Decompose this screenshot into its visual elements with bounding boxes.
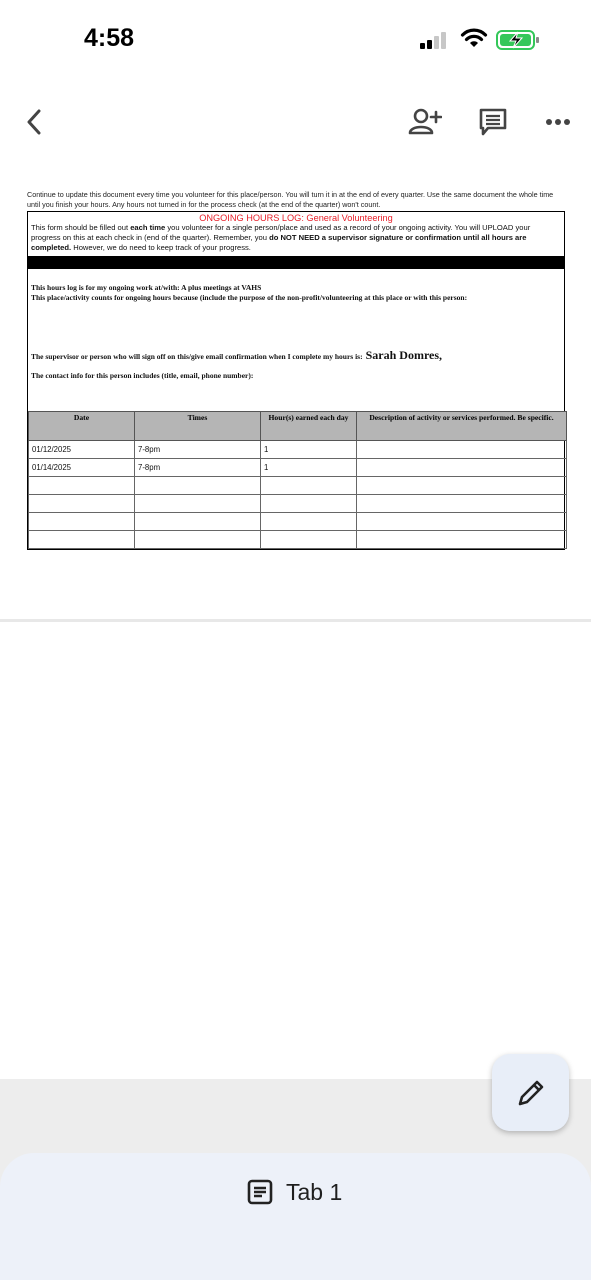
cell-hours[interactable]: 1 (261, 459, 357, 477)
contact-line: The contact info for this person includes (title, email, phone number): (31, 371, 254, 380)
log-info (28, 269, 564, 302)
document-title: ONGOING HOURS LOG: General Volunteering (199, 213, 393, 223)
table-row (29, 513, 567, 531)
cell-hours[interactable] (261, 531, 357, 549)
table-row (29, 477, 567, 495)
top-toolbar (0, 90, 591, 154)
cell-hours[interactable] (261, 477, 357, 495)
cell-description[interactable] (357, 441, 567, 459)
table-row (29, 459, 567, 477)
black-divider (28, 256, 564, 269)
status-bar (0, 0, 591, 80)
comment-icon (478, 107, 508, 137)
instructions-part: you volunteer for a single person/place and used as a record of your ongoing activity. You will UPLOAD your progress on this at each check in (end of the quarter). Remember, you (31, 223, 531, 242)
cell-times[interactable] (135, 513, 261, 531)
cell-date[interactable]: 01/12/2025 (29, 441, 135, 459)
instructions-part: However, we do need to keep track of your progress. (71, 243, 251, 252)
pencil-edit-icon (514, 1076, 548, 1110)
instructions-emphasis: do NOT NEED a supervisor signature or confirmation until all hours are completed. (31, 233, 527, 252)
cell-hours[interactable]: 1 (261, 441, 357, 459)
cellular-signal-icon (420, 31, 452, 49)
cell-description[interactable] (357, 495, 567, 513)
header-hours: Hour(s) earned each day (261, 412, 357, 441)
form-box (27, 211, 565, 550)
more-options-button[interactable] (538, 104, 578, 140)
comments-button[interactable] (472, 102, 514, 142)
cell-date[interactable] (29, 495, 135, 513)
cell-date[interactable] (29, 513, 135, 531)
document-tab-icon (246, 1178, 274, 1206)
header-times: Times (135, 412, 261, 441)
back-chevron-icon (24, 109, 44, 135)
cell-hours[interactable] (261, 513, 357, 531)
table-row (29, 441, 567, 459)
instructions-emphasis: each time (130, 223, 166, 232)
cell-description[interactable] (357, 513, 567, 531)
more-horizontal-icon (545, 118, 571, 126)
cell-hours[interactable] (261, 495, 357, 513)
cell-date[interactable] (29, 477, 135, 495)
cell-times[interactable] (135, 477, 261, 495)
add-person-icon (408, 108, 442, 136)
tab-1-button[interactable] (246, 1178, 342, 1206)
supervisor-label: The supervisor or person who will sign off on this/give email confirmation when I complete my hours is: (31, 352, 363, 361)
cell-times[interactable]: 7-8pm (135, 441, 261, 459)
supervisor-line (28, 302, 564, 363)
counts-because-line: This place/activity counts for ongoing hours because (include the purpose of the non-profit/volunteering at this place or with this person: (31, 292, 468, 302)
bottom-tab-sheet (0, 1153, 591, 1280)
cell-times[interactable] (135, 531, 261, 549)
instructions-text (28, 223, 564, 253)
hours-table (28, 411, 567, 549)
header-description: Description of activity or services performed. Be specific. (357, 412, 567, 441)
cell-date[interactable]: 01/14/2025 (29, 459, 135, 477)
tab-label: Tab 1 (286, 1178, 343, 1205)
document-page[interactable] (27, 190, 565, 550)
battery-charging-icon (496, 29, 540, 51)
page-divider (0, 619, 591, 622)
cell-description[interactable] (357, 477, 567, 495)
table-row (29, 495, 567, 513)
cell-date[interactable] (29, 531, 135, 549)
table-row (29, 531, 567, 549)
wifi-icon (460, 27, 488, 49)
cell-times[interactable] (135, 495, 261, 513)
edit-fab-button[interactable] (492, 1054, 569, 1131)
instructions-part: This form should be filled out (31, 223, 131, 232)
cell-description[interactable] (357, 531, 567, 549)
back-button[interactable] (16, 104, 52, 140)
header-date: Date (29, 412, 135, 441)
status-time: 4:58 (84, 24, 135, 52)
intro-text: Continue to update this document every time you volunteer for this place/person. You will turn it in at the end of every quarter. Use the same document the whole time until you finish your hours. Any hours not turned in for the process check (at the end of the quarter) won't count. (27, 190, 554, 209)
cell-description[interactable] (357, 459, 567, 477)
log-for-line: This hours log is for my ongoing work at/with: A plus meetings at VAHS (31, 283, 262, 292)
cell-times[interactable]: 7-8pm (135, 459, 261, 477)
supervisor-name: Sarah Domres, (365, 348, 443, 362)
share-button[interactable] (404, 102, 446, 142)
table-header-row (29, 412, 567, 441)
